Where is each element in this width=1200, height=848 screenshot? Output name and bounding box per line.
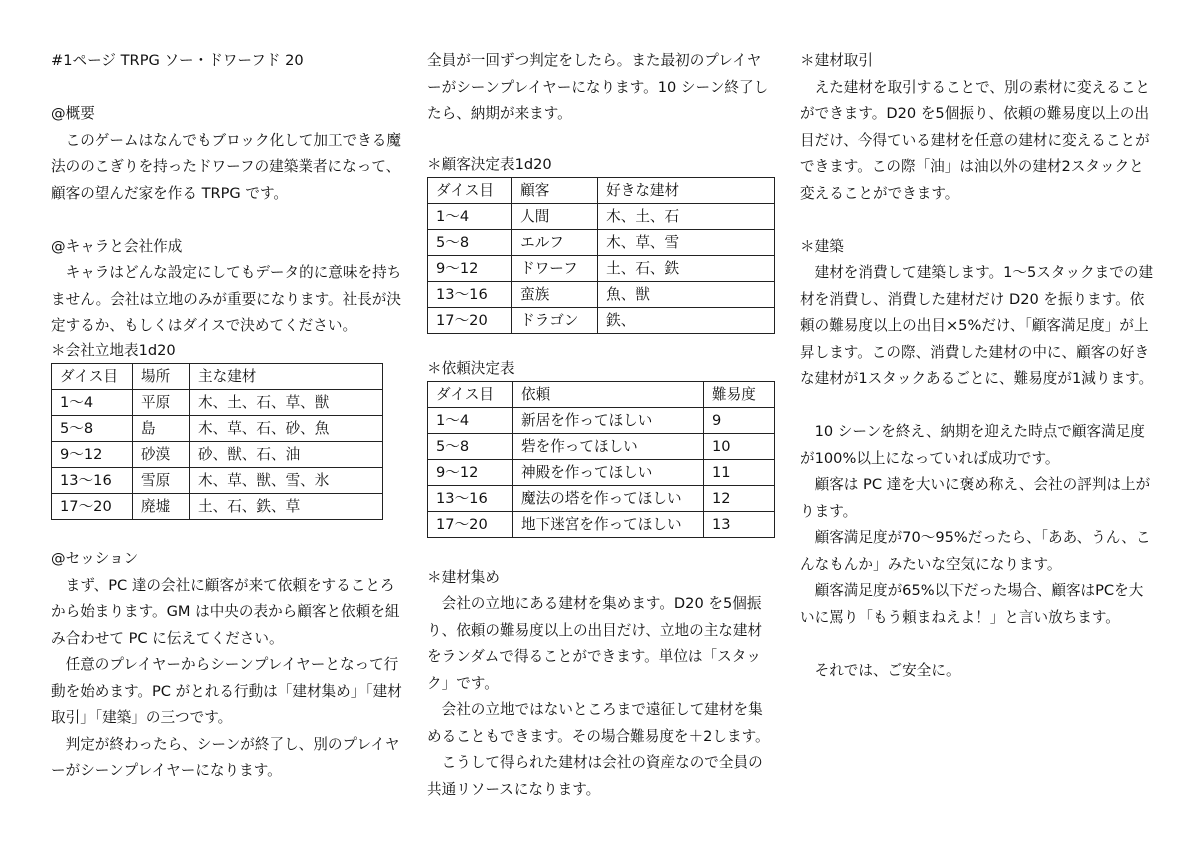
table-cell: 13～16 (428, 486, 513, 512)
table-cell: 砦を作ってほしい (513, 434, 704, 460)
table-header-row (428, 178, 775, 204)
table-header-cell: 難易度 (704, 382, 775, 408)
build-body: 建材を消費して建築します。1～5スタックまでの建材を消費し、消費した建材だけ D20 を振ります。依頼の難易度以上の出目×5%だけ、「顧客満足度」が上昇します。この際、消費した建材の中に、顧客の好きな建材が1スタックあるごとに、難易度が1減ります。 (800, 264, 1154, 387)
location-table (51, 363, 383, 520)
table-cell: 神殿を作ってほしい (513, 460, 704, 486)
gather-paragraph: 会社の立地ではないところまで遠征して建材を集めることもできます。その場合難易度を＋2します。 (427, 701, 770, 745)
table-cell: 12 (704, 486, 775, 512)
table-header-cell: 依頼 (513, 382, 704, 408)
table-row (52, 467, 383, 493)
session-paragraph: 判定が終わったら、シーンが終了し、別のプレイヤーがシーンプレイヤーになります。 (51, 735, 400, 779)
table-cell: 5～8 (428, 434, 513, 460)
table-row (52, 389, 383, 415)
table-row (428, 512, 775, 538)
request-table (427, 381, 775, 538)
table-row (428, 256, 775, 282)
character-body: キャラはどんな設定にしてもデータ的に意味を持ちません。会社は立地のみが重要になります。社長が決定するか、もしくはダイスで決めてください。 (51, 264, 402, 334)
table-cell: 新居を作ってほしい (513, 408, 704, 434)
table-header-cell: ダイス目 (428, 382, 513, 408)
table-cell: 地下迷宮を作ってほしい (513, 512, 704, 538)
table-cell: 魚、獣 (598, 282, 775, 308)
column-middle (427, 48, 775, 803)
table-header-cell: 主な建材 (190, 363, 383, 389)
table-cell: 平原 (133, 389, 190, 415)
page-title: #1ページ TRPG ソー・ドワーフド 20 (51, 52, 304, 69)
table-cell: 木、草、獣、雪、氷 (190, 467, 383, 493)
table-cell: 木、土、石 (598, 204, 775, 230)
trade-heading: ＊建材取引 (800, 52, 873, 69)
table-header-cell: ダイス目 (52, 363, 133, 389)
table-cell: 鉄、 (598, 308, 775, 334)
column-right (800, 48, 1154, 684)
table-row (428, 486, 775, 512)
table-row (52, 441, 383, 467)
location-table-title: ＊会社立地表1d20 (51, 341, 176, 359)
ending-paragraph: 顧客満足度が70～95%だったら、「ああ、うん、こんなもんか」みたいな空気になります。 (800, 529, 1151, 573)
table-cell: 土、石、鉄 (598, 256, 775, 282)
table-cell: 9～12 (52, 441, 133, 467)
table-row (428, 408, 775, 434)
table-header-row (428, 382, 775, 408)
table-cell: 1～4 (52, 389, 133, 415)
table-cell: 9～12 (428, 256, 512, 282)
table-cell: 土、石、鉄、草 (190, 493, 383, 519)
table-cell: 11 (704, 460, 775, 486)
session-continuation: 全員が一回ずつ判定をしたら。また最初のプレイヤーがシーンプレイヤーになります。10 シーン終了したら、納期が来ます。 (427, 52, 769, 122)
table-cell: 17～20 (428, 512, 513, 538)
table-header-cell: ダイス目 (428, 178, 512, 204)
table-cell: 島 (133, 415, 190, 441)
table-row (428, 460, 775, 486)
gather-heading: ＊建材集め (427, 568, 500, 586)
table-cell: 17～20 (428, 308, 512, 334)
table-row (428, 308, 775, 334)
table-cell: 17～20 (52, 493, 133, 519)
table-header-row (52, 363, 383, 389)
table-cell: 10 (704, 434, 775, 460)
table-cell: 13～16 (428, 282, 512, 308)
ending-paragraph: 顧客満足度が65%以下だった場合、顧客はPCを大いに罵り「もう頼まねえよ！」と言い放ちます。 (800, 582, 1144, 626)
gather-paragraph: こうして得られた建材は会社の資産なので全員の共通リソースになります。 (427, 754, 763, 798)
table-cell: ドラゴン (512, 308, 598, 334)
table-cell: ドワーフ (512, 256, 598, 282)
session-paragraph: まず、PC 達の会社に顧客が来て依頼をすることろから始まります。GM は中央の表から顧客と依頼を組み合わせて PC に伝えてください。 (51, 576, 400, 647)
column-left (51, 48, 403, 785)
request-table-title: ＊依頼決定表 (427, 360, 515, 377)
session-heading: @セッション (51, 550, 139, 567)
table-cell: 1～4 (428, 204, 512, 230)
table-cell: 木、草、石、砂、魚 (190, 415, 383, 441)
overview-heading: @概要 (51, 105, 95, 122)
customer-table-title: ＊顧客決定表1d20 (427, 156, 552, 173)
table-cell: 9 (704, 408, 775, 434)
table-row (52, 415, 383, 441)
table-cell: 蛮族 (512, 282, 598, 308)
table-cell: 人間 (512, 204, 598, 230)
table-cell: 木、土、石、草、獣 (190, 389, 383, 415)
table-cell: 13 (704, 512, 775, 538)
table-cell: 5～8 (52, 415, 133, 441)
table-cell: 9～12 (428, 460, 513, 486)
overview-body: このゲームはなんでもブロック化して加工できる魔法ののこぎりを持ったドワーフの建築業者になって、顧客の望んだ家を作る TRPG です。 (51, 131, 401, 202)
table-row (428, 230, 775, 256)
customer-table (427, 177, 775, 334)
gather-paragraph: 会社の立地にある建材を集めます。D20 を5個振り、依頼の難易度以上の出目だけ、立地の主な建材をランダムで得ることができます。単位は「スタック」です。 (427, 595, 763, 692)
table-cell: 砂漠 (133, 441, 190, 467)
table-cell: 廃墟 (133, 493, 190, 519)
table-row (52, 493, 383, 519)
table-cell: 13～16 (52, 467, 133, 493)
table-cell: エルフ (512, 230, 598, 256)
table-header-cell: 顧客 (512, 178, 598, 204)
table-row (428, 282, 775, 308)
session-paragraph: 任意のプレイヤーからシーンプレイヤーとなって行動を始めます。PC がとれる行動は「建材集め」「建材取引」「建築」の三つです。 (51, 656, 402, 726)
table-cell: 雪原 (133, 467, 190, 493)
closing-line: それでは、ご安全に。 (814, 661, 961, 679)
table-cell: 1～4 (428, 408, 513, 434)
table-row (428, 204, 775, 230)
ending-paragraph: 顧客は PC 達を大いに褒め称え、会社の評判は上がります。 (800, 476, 1151, 520)
table-cell: 5～8 (428, 230, 512, 256)
table-header-cell: 場所 (133, 363, 190, 389)
table-cell: 魔法の塔を作ってほしい (513, 486, 704, 512)
table-row (428, 434, 775, 460)
character-heading: @キャラと会社作成 (51, 237, 183, 255)
table-cell: 木、草、雪 (598, 230, 775, 256)
table-header-cell: 好きな建材 (598, 178, 775, 204)
ending-paragraph: 10 シーンを終え、納期を迎えた時点で顧客満足度が100%以上になっていれば成功です。 (800, 423, 1145, 467)
build-heading: ＊建築 (800, 237, 844, 255)
table-cell: 砂、獣、石、油 (190, 441, 383, 467)
trade-body: えた建材を取引することで、別の素材に変えることができます。D20 を5個振り、依頼の難易度以上の出目だけ、今得ている建材を任意の建材に変えることができます。この際「油」は油以外の建材2スタックと変えることができます。 (800, 78, 1150, 202)
